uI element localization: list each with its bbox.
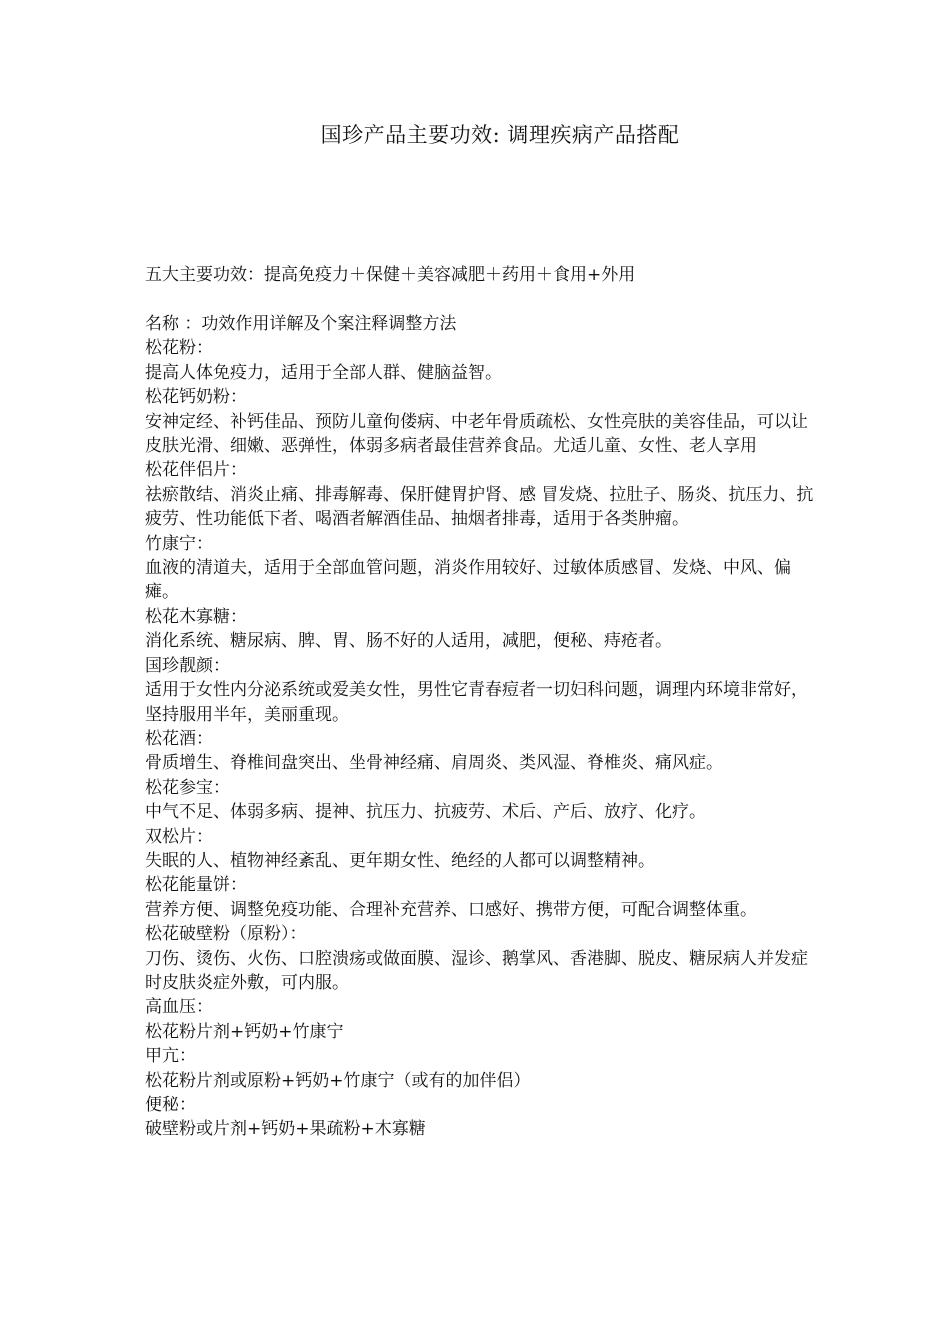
summary-line: 五大主要功效：提高免疫力＋保健＋美容减肥＋药用＋食用+外用 bbox=[145, 265, 636, 285]
item-name: 松花能量饼： bbox=[145, 875, 247, 896]
item-description: 营养方便、调整免疫功能、合理补充营养、口感好、携带方便，可配合调整体重。 bbox=[145, 899, 757, 920]
list-header: 名称 ：功效作用详解及个案注释调整方法 bbox=[145, 314, 457, 334]
item-description: 破壁粉或片剂+钙奶+果疏粉+木寡糖 bbox=[145, 1119, 426, 1140]
item-name: 国珍靓颜： bbox=[145, 655, 230, 676]
item-name: 松花破壁粉（原粉）： bbox=[145, 924, 307, 945]
item-name: 松花酒： bbox=[145, 728, 213, 749]
item-name: 松花木寡糖： bbox=[145, 606, 247, 627]
item-name: 双松片： bbox=[145, 826, 213, 847]
product-list bbox=[145, 312, 817, 1142]
item-description: 松花粉片剂+钙奶+竹康宁 bbox=[145, 1021, 344, 1042]
item-description: 血液的清道夫，适用于全部血管问题，消炎作用较好、过敏体质感冒、发烧、中风、偏瘫。 bbox=[145, 558, 791, 603]
document-title: 国珍产品主要功效: 调理疾病产品搭配 bbox=[320, 123, 680, 147]
item-name: 竹康宁： bbox=[145, 533, 213, 554]
item-name: 松花伴侣片： bbox=[145, 460, 247, 481]
item-name: 甲亢： bbox=[145, 1046, 196, 1067]
item-name: 高血压： bbox=[145, 997, 213, 1018]
item-description: 中气不足、体弱多病、提神、抗压力、抗疲劳、术后、产后、放疗、化疗。 bbox=[145, 802, 706, 823]
item-description: 安神定经、补钙佳品、预防儿童佝偻病、中老年骨质疏松、女性亮肤的美容佳品，可以让皮肤光滑、细嫩、恶弹性，体弱多病者最佳营养食品。尤适儿童、女性、老人享用 bbox=[145, 411, 808, 457]
item-name: 松花参宝： bbox=[145, 777, 230, 798]
item-description: 提高人体免疫力，适用于全部人群、健脑益智。 bbox=[145, 362, 502, 383]
item-description: 刀伤、烫伤、火伤、口腔溃疡或做面膜、湿诊、鹅掌风、香港脚、脱皮、糖尿病人并发症时皮肤炎症外敷，可内服。 bbox=[145, 948, 808, 993]
item-description: 松花粉片剂或原粉+钙奶+竹康宁（或有的加伴侣） bbox=[145, 1070, 531, 1091]
item-name: 便秘： bbox=[145, 1095, 196, 1115]
item-name: 松花钙奶粉： bbox=[145, 387, 247, 408]
item-description: 消化系统、糖尿病、脾、胃、肠不好的人适用，减肥，便秘、痔疮者。 bbox=[145, 631, 672, 652]
item-name: 松花粉： bbox=[145, 338, 213, 359]
item-description: 失眠的人、植物神经紊乱、更年期女性、绝经的人都可以调整精神。 bbox=[145, 850, 655, 871]
item-description: 骨质增生、脊椎间盘突出、坐骨神经痛、肩周炎、类风湿、脊椎炎、痛风症。 bbox=[145, 753, 723, 774]
item-description: 祛瘀散结、消炎止痛、排毒解毒、保肝健胃护肾、感 冒发烧、拉肚子、肠炎、抗压力、抗疲劳、性功能低下者、喝酒者解酒佳品、抽烟者排毒，适用于各类肿瘤。 bbox=[145, 484, 814, 530]
item-description: 适用于女性内分泌系统或爱美女性，男性它青春痘者一切妇科问题，调理内环境非常好，坚持服用半年，美丽重现。 bbox=[145, 680, 808, 725]
